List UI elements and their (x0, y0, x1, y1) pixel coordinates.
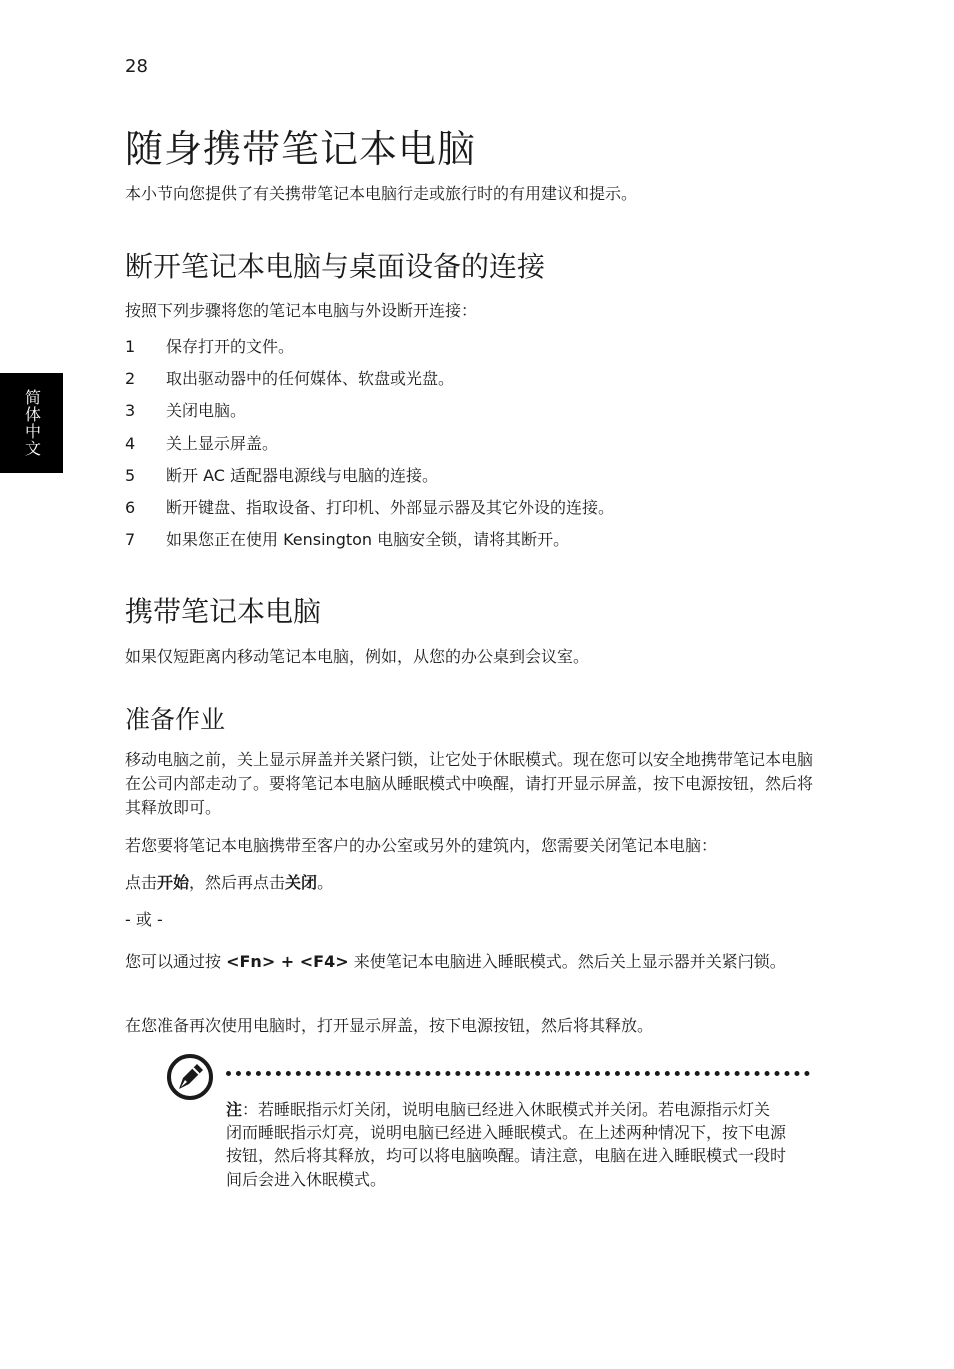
step-number: 6 (125, 497, 136, 517)
start-menu-label: 开始 (157, 873, 190, 892)
prepare-paragraph: 移动电脑之前，关上显示屏盖并关紧闩锁，让它处于休眠模式。现在您可以安全地携带笔记本电脑在公司内部走动了。要将笔记本电脑从睡眠模式中唤醒，请打开显示屏盖，按下电源按钮，然后将其释放即可。 (125, 750, 814, 817)
text-span: 您可以通过按 (125, 952, 227, 971)
list-item (125, 463, 614, 495)
disconnect-lead: 按照下列步骤将您的笔记本电脑与外设断开连接： (125, 301, 478, 320)
step-text: 取出驱动器中的任何媒体、软盘或光盘。 (166, 369, 455, 389)
list-item (125, 334, 614, 366)
list-item (125, 431, 614, 463)
carry-lead: 如果仅短距离内移动笔记本电脑，例如，从您的办公桌到会议室。 (125, 647, 590, 666)
text-span: 点击 (125, 873, 158, 892)
shutdown-instruction (125, 871, 815, 895)
step-number: 1 (125, 337, 136, 356)
page-number: 28 (125, 56, 148, 77)
language-side-tab-label: 简体中文 (22, 389, 42, 457)
note-pen-icon (166, 1053, 214, 1101)
sleep-hotkey-paragraph (125, 950, 800, 974)
section-heading-disconnect: 断开笔记本电脑与桌面设备的连接 (125, 250, 546, 283)
section-heading-carry: 携带笔记本电脑 (125, 595, 322, 628)
step-text: 断开键盘、指取设备、打印机、外部显示器及其它外设的连接。 (166, 497, 615, 517)
disconnect-steps-list (125, 334, 614, 559)
text-span: ，然后再点击 (189, 873, 286, 892)
text-span: 来使笔记本电脑进入睡眠模式。然后关上显示器并关紧闩锁。 (348, 952, 786, 971)
step-text: 断开 AC 适配器电源线与电脑的连接。 (166, 465, 439, 485)
step-text: 关上显示屏盖。 (166, 433, 279, 453)
step-number: 7 (125, 530, 136, 550)
step-text: 如果您正在使用 Kensington 电脑安全锁，请将其断开。 (166, 530, 570, 550)
shutdown-lead: 若您要将笔记本电脑携带至客户的办公室或另外的建筑内，您需要关闭笔记本电脑： (125, 836, 718, 855)
or-separator: - 或 - (125, 910, 163, 929)
subsection-heading-prepare: 准备作业 (125, 705, 226, 734)
hotkey-label: <Fn> + <F4> (226, 952, 349, 971)
note-text (226, 1098, 786, 1191)
step-number: 5 (125, 465, 136, 485)
resume-paragraph: 在您准备再次使用电脑时，打开显示屏盖，按下电源按钮，然后将其释放。 (125, 1016, 654, 1035)
list-item (125, 366, 614, 398)
language-side-tab (0, 373, 63, 473)
note-body: ：若睡眠指示灯关闭，说明电脑已经进入休眠模式并关闭。若电源指示灯关闭而睡眠指示灯亮，说明电脑已经进入睡眠模式。在上述两种情况下，按下电源按钮，然后将其释放，均可以将电脑唤醒。请注意，电脑在进入睡眠模式一段时间后会进入休眠模式。 (226, 1100, 787, 1189)
list-item (125, 398, 614, 430)
page-title: 随身携带笔记本电脑 (125, 127, 477, 171)
note-label: 注 (226, 1100, 243, 1119)
shutdown-label: 关闭 (285, 873, 318, 892)
step-number: 4 (125, 433, 136, 453)
text-span: 。 (317, 873, 334, 892)
list-item (125, 527, 614, 559)
step-number: 2 (125, 369, 136, 389)
list-item (125, 495, 614, 527)
step-text: 保存打开的文件。 (166, 337, 295, 356)
note-divider (226, 1071, 810, 1076)
intro-paragraph: 本小节向您提供了有关携带笔记本电脑行走或旅行时的有用建议和提示。 (125, 184, 638, 203)
step-text: 关闭电脑。 (166, 401, 247, 421)
step-number: 3 (125, 401, 136, 421)
